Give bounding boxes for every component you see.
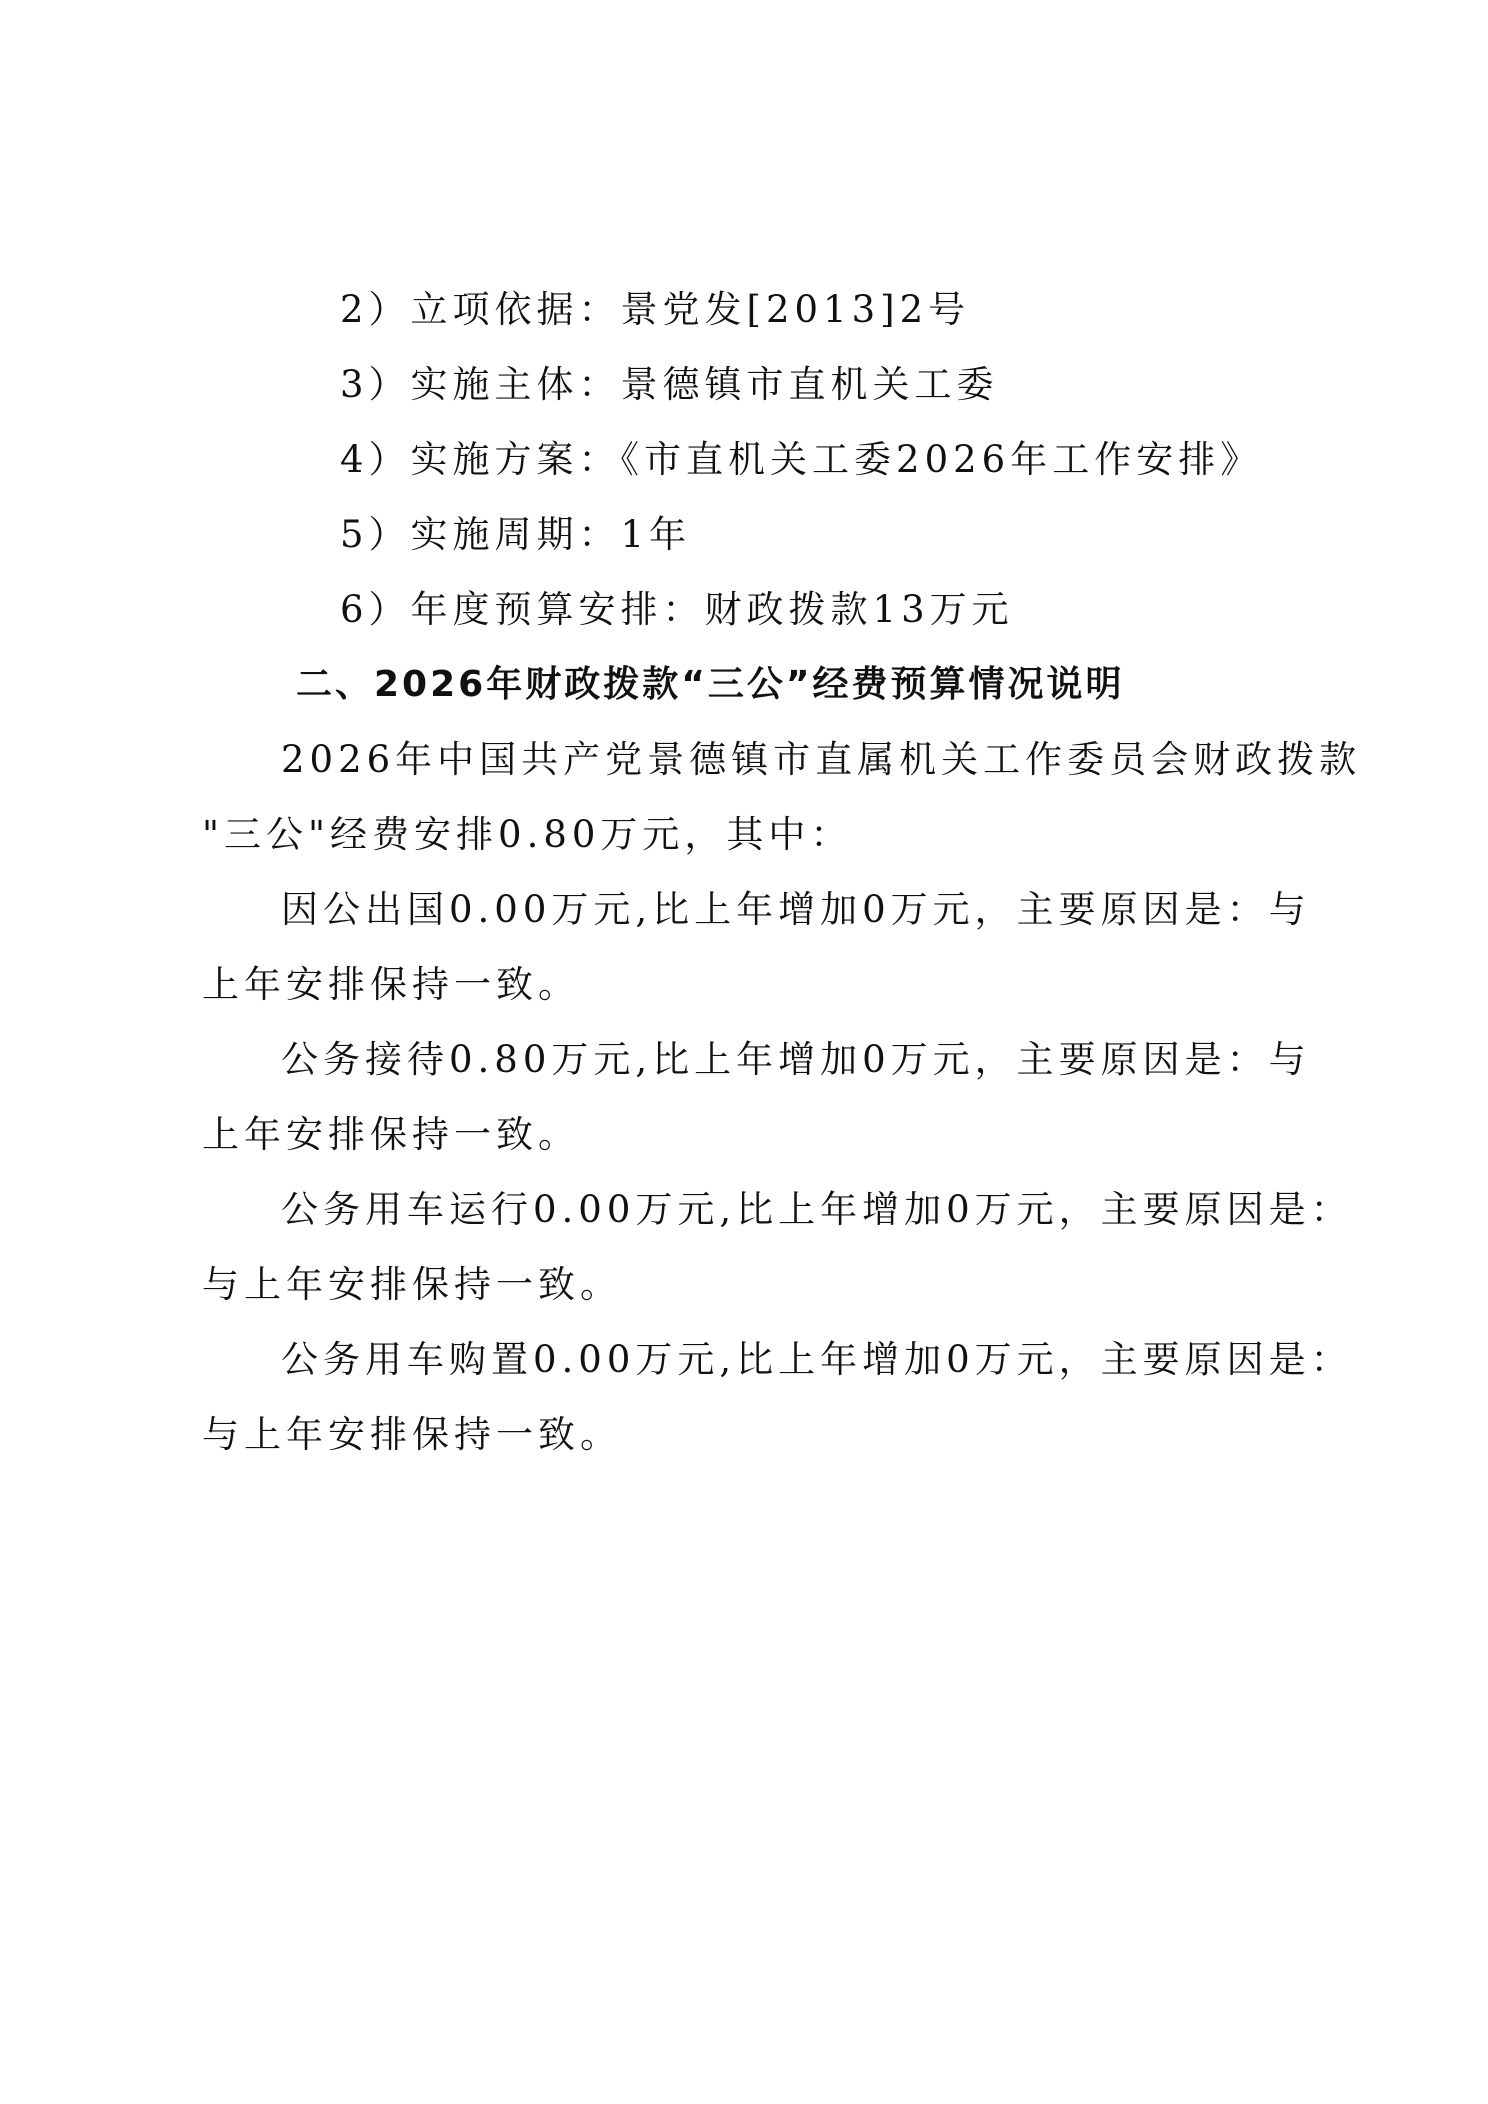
intro-line-2: "三公"经费安排0.80万元，其中： (202, 813, 853, 856)
reception-line-2: 上年安排保持一致。 (202, 1113, 580, 1156)
overseas-travel-line-2: 上年安排保持一致。 (202, 963, 580, 1006)
section-heading: 二、2026年财政拨款“三公”经费预算情况说明 (296, 664, 1125, 705)
project-item-period: 5）实施周期：1年 (340, 513, 692, 556)
overseas-travel-line-1: 因公出国0.00万元,比上年增加0万元，主要原因是：与 (281, 888, 1311, 931)
project-item-budget: 6）年度预算安排：财政拨款13万元 (340, 588, 1014, 631)
project-item-implementer: 3）实施主体：景德镇市直机关工委 (340, 363, 999, 406)
vehicle-operation-line-1: 公务用车运行0.00万元,比上年增加0万元，主要原因是： (281, 1188, 1353, 1231)
project-item-plan: 4）实施方案：《市直机关工委2026年工作安排》 (340, 438, 1263, 481)
vehicle-purchase-line-2: 与上年安排保持一致。 (202, 1413, 622, 1456)
intro-line-1: 2026年中国共产党景德镇市直属机关工作委员会财政拨款 (281, 738, 1362, 781)
vehicle-operation-line-2: 与上年安排保持一致。 (202, 1263, 622, 1306)
vehicle-purchase-line-1: 公务用车购置0.00万元,比上年增加0万元，主要原因是： (281, 1338, 1353, 1381)
reception-line-1: 公务接待0.80万元,比上年增加0万元，主要原因是：与 (281, 1038, 1311, 1081)
project-item-basis: 2）立项依据：景党发[2013]2号 (340, 288, 971, 331)
